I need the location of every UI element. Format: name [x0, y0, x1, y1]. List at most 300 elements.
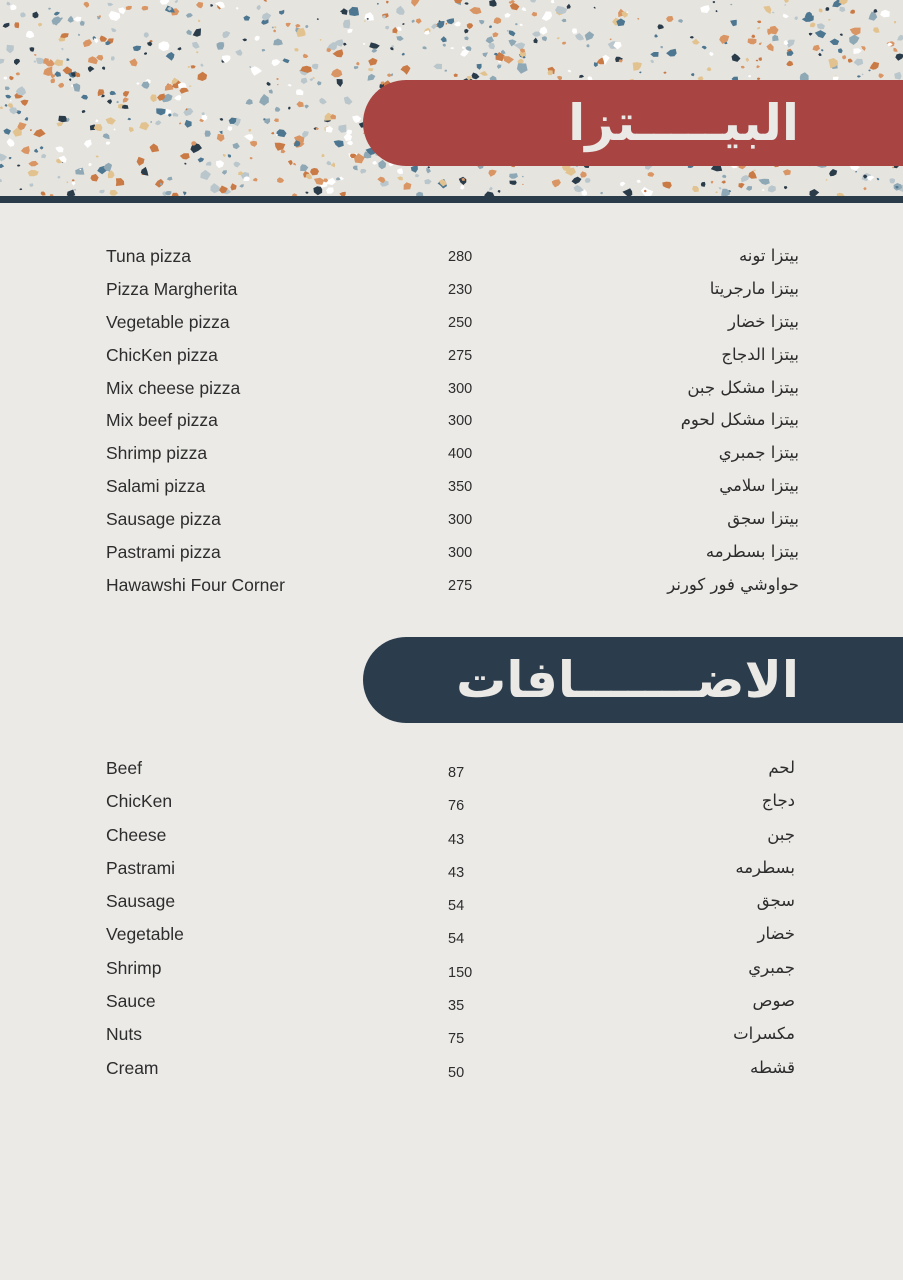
terrazzo-chip: [809, 189, 819, 196]
terrazzo-chip: [343, 19, 350, 28]
terrazzo-chip: [233, 143, 240, 150]
terrazzo-chip: [102, 66, 105, 70]
terrazzo-chip: [50, 78, 55, 83]
terrazzo-chip: [4, 77, 8, 80]
pizza-menu-row: [0, 505, 903, 538]
terrazzo-chip: [67, 58, 70, 61]
terrazzo-chip: [874, 9, 878, 13]
terrazzo-chip: [109, 11, 121, 21]
terrazzo-chip: [0, 59, 5, 64]
terrazzo-chip: [869, 12, 878, 21]
terrazzo-chip: [3, 128, 11, 134]
terrazzo-chip: [894, 72, 901, 80]
terrazzo-chip: [580, 171, 587, 177]
terrazzo-chip: [107, 3, 113, 6]
terrazzo-chip: [648, 172, 655, 177]
terrazzo-chip: [338, 125, 346, 133]
terrazzo-chip: [41, 154, 46, 159]
item-name-ar: سجق: [756, 891, 795, 911]
terrazzo-chip: [469, 7, 481, 14]
terrazzo-chip: [443, 44, 446, 47]
terrazzo-chip: [61, 48, 63, 51]
terrazzo-chip: [174, 95, 181, 100]
addons-section-banner: [363, 637, 903, 723]
terrazzo-chip: [424, 179, 431, 184]
terrazzo-chip: [426, 168, 431, 174]
terrazzo-chip: [610, 39, 612, 41]
terrazzo-chip: [53, 59, 63, 66]
terrazzo-chip: [857, 75, 861, 77]
terrazzo-chip: [259, 94, 269, 106]
terrazzo-chip: [494, 17, 502, 24]
terrazzo-chip: [758, 179, 770, 185]
terrazzo-chip: [16, 72, 20, 75]
terrazzo-chip: [108, 170, 115, 178]
item-name-en: Shrimp: [106, 957, 162, 978]
terrazzo-chip: [205, 130, 211, 136]
terrazzo-chip: [67, 181, 69, 183]
terrazzo-chip: [73, 83, 81, 92]
terrazzo-chip: [626, 11, 628, 13]
terrazzo-chip: [269, 89, 273, 93]
terrazzo-chip: [572, 177, 582, 185]
terrazzo-chip: [14, 22, 19, 28]
item-name-en: ChicKen pizza: [106, 344, 218, 365]
terrazzo-chip: [719, 35, 729, 44]
terrazzo-chip: [253, 178, 258, 182]
terrazzo-chip: [173, 112, 179, 116]
item-price: 300: [448, 380, 473, 397]
terrazzo-chip: [784, 0, 789, 3]
item-name-ar: لحم: [768, 758, 795, 777]
terrazzo-chip: [893, 48, 897, 52]
terrazzo-chip: [80, 21, 85, 26]
terrazzo-chip: [454, 21, 461, 26]
terrazzo-chip: [192, 42, 200, 49]
terrazzo-chip: [300, 164, 308, 171]
terrazzo-chip: [783, 14, 789, 19]
terrazzo-chip: [272, 59, 281, 66]
terrazzo-chip: [738, 183, 744, 188]
terrazzo-chip: [10, 4, 16, 10]
terrazzo-chip: [156, 108, 166, 115]
terrazzo-chip: [715, 191, 718, 193]
terrazzo-chip: [709, 52, 713, 56]
terrazzo-chip: [116, 178, 124, 186]
terrazzo-chip: [179, 122, 181, 124]
terrazzo-chip: [561, 19, 566, 22]
terrazzo-chip: [489, 0, 496, 7]
terrazzo-chip: [99, 190, 104, 194]
terrazzo-chip: [314, 178, 324, 185]
terrazzo-chip: [433, 64, 442, 70]
terrazzo-chip: [279, 10, 284, 15]
terrazzo-chip: [177, 47, 181, 50]
terrazzo-chip: [222, 31, 230, 38]
terrazzo-chip: [568, 70, 572, 73]
item-name-en: Cheese: [106, 824, 167, 845]
terrazzo-chip: [326, 187, 334, 193]
terrazzo-chip: [96, 156, 99, 158]
terrazzo-chip: [88, 163, 92, 166]
terrazzo-chip: [262, 49, 266, 52]
terrazzo-chip: [54, 12, 60, 16]
terrazzo-chip: [356, 62, 360, 66]
terrazzo-chip: [34, 149, 38, 153]
terrazzo-chip: [472, 73, 480, 80]
terrazzo-chip: [34, 60, 36, 63]
terrazzo-chip: [264, 0, 267, 2]
terrazzo-chip: [288, 107, 291, 110]
terrazzo-chip: [390, 47, 394, 50]
terrazzo-chip: [52, 16, 63, 24]
addon-menu-row: [0, 821, 903, 854]
item-name-ar: جمبري: [748, 957, 795, 977]
terrazzo-chip: [219, 131, 223, 134]
item-name-ar: حواوشي فور كورنر: [667, 574, 799, 594]
terrazzo-chip: [28, 170, 39, 176]
terrazzo-chip: [310, 168, 319, 175]
terrazzo-chip: [809, 33, 813, 36]
item-price: 400: [448, 446, 473, 463]
terrazzo-chip: [386, 1, 389, 4]
terrazzo-chip: [641, 187, 653, 196]
terrazzo-chip: [167, 177, 173, 181]
terrazzo-chip: [854, 59, 864, 66]
terrazzo-chip: [159, 41, 170, 51]
terrazzo-chip: [294, 48, 298, 51]
terrazzo-chip: [185, 120, 192, 128]
terrazzo-chip: [33, 129, 45, 137]
terrazzo-chip: [757, 21, 761, 24]
terrazzo-chip: [557, 37, 560, 39]
terrazzo-chip: [293, 163, 296, 166]
terrazzo-chip: [819, 8, 823, 12]
terrazzo-chip: [286, 23, 291, 28]
item-name-en: Sausage: [106, 891, 176, 912]
terrazzo-chip: [141, 81, 149, 89]
terrazzo-chip: [666, 49, 677, 57]
terrazzo-chip: [217, 42, 225, 50]
item-price: 230: [448, 281, 473, 298]
terrazzo-chip: [75, 168, 84, 175]
terrazzo-chip: [3, 23, 10, 28]
terrazzo-chip: [364, 12, 374, 21]
terrazzo-chip: [9, 157, 12, 159]
item-name-ar: بيتزا الدجاج: [721, 344, 799, 364]
terrazzo-chip: [322, 154, 325, 158]
terrazzo-chip: [220, 118, 224, 121]
terrazzo-chip: [137, 157, 145, 166]
item-name-en: Cream: [106, 1057, 159, 1078]
terrazzo-chip: [354, 66, 359, 69]
terrazzo-chip: [58, 83, 64, 88]
terrazzo-chip: [663, 72, 666, 74]
terrazzo-chip: [402, 53, 405, 56]
item-name-ar: بيتزا تونه: [738, 246, 799, 265]
terrazzo-chip: [446, 18, 454, 24]
terrazzo-chip: [364, 20, 366, 21]
terrazzo-chip: [716, 10, 718, 12]
terrazzo-chip: [585, 31, 595, 41]
item-price: 150: [448, 964, 473, 981]
terrazzo-chip: [239, 184, 244, 188]
terrazzo-chip: [402, 23, 404, 25]
item-name-en: Mix beef pizza: [106, 410, 218, 431]
terrazzo-chip: [622, 188, 632, 196]
terrazzo-chip: [144, 52, 147, 55]
terrazzo-chip: [794, 16, 798, 20]
terrazzo-chip: [301, 78, 308, 85]
terrazzo-chip: [692, 39, 700, 45]
terrazzo-chip: [276, 78, 278, 80]
terrazzo-chip: [5, 95, 11, 99]
terrazzo-chip: [331, 162, 336, 167]
terrazzo-chip: [730, 20, 737, 27]
terrazzo-chip: [619, 59, 623, 62]
terrazzo-chip: [722, 175, 726, 178]
terrazzo-chip: [331, 69, 342, 78]
terrazzo-chip: [90, 174, 98, 182]
terrazzo-chip: [244, 134, 253, 141]
terrazzo-chip: [136, 82, 139, 84]
terrazzo-chip: [186, 30, 192, 36]
pizza-menu-row: [0, 242, 903, 275]
terrazzo-chip: [43, 67, 53, 76]
terrazzo-chip: [867, 176, 874, 181]
terrazzo-chip: [30, 183, 34, 187]
terrazzo-chip: [707, 67, 712, 71]
terrazzo-chip: [34, 54, 37, 56]
terrazzo-chip: [840, 34, 843, 37]
terrazzo-chip: [637, 180, 641, 183]
terrazzo-chip: [894, 21, 896, 24]
terrazzo-chip: [33, 12, 39, 19]
item-price: 300: [448, 413, 473, 430]
item-price: 75: [448, 1031, 465, 1048]
terrazzo-chip: [813, 45, 821, 51]
terrazzo-chip: [266, 82, 270, 86]
pizza-menu-row: [0, 341, 903, 374]
terrazzo-chip: [210, 4, 213, 7]
terrazzo-chip: [732, 54, 741, 62]
item-name-en: Sausage pizza: [106, 509, 221, 530]
terrazzo-chip: [719, 187, 722, 189]
terrazzo-chip: [215, 2, 225, 9]
item-name-en: Shrimp pizza: [106, 443, 208, 464]
terrazzo-chip: [250, 141, 257, 147]
terrazzo-chip: [287, 84, 291, 87]
terrazzo-chip: [873, 27, 879, 33]
terrazzo-chip: [175, 0, 178, 3]
terrazzo-chip: [522, 176, 524, 178]
terrazzo-chip: [850, 28, 861, 36]
terrazzo-chip: [72, 179, 75, 181]
terrazzo-chip: [594, 62, 598, 67]
item-name-ar: دجاج: [761, 791, 795, 811]
terrazzo-chip: [236, 7, 238, 10]
terrazzo-chip: [184, 163, 186, 165]
terrazzo-chip: [230, 183, 236, 190]
terrazzo-chip: [522, 184, 524, 185]
terrazzo-chip: [877, 178, 879, 181]
terrazzo-chip: [404, 182, 412, 189]
terrazzo-chip: [353, 166, 358, 171]
terrazzo-chip: [296, 89, 304, 95]
terrazzo-chip: [228, 154, 231, 157]
item-name-ar: بيتزا بسطرمه: [705, 542, 799, 562]
terrazzo-chip: [274, 26, 276, 28]
terrazzo-chip: [515, 23, 518, 25]
terrazzo-chip: [283, 58, 290, 63]
terrazzo-chip: [72, 182, 76, 186]
terrazzo-chip: [746, 58, 749, 62]
terrazzo-chip: [488, 170, 496, 177]
terrazzo-chip: [206, 162, 212, 166]
item-name-en: Pastrami: [106, 857, 176, 878]
terrazzo-chip: [312, 64, 319, 70]
terrazzo-chip: [317, 81, 322, 86]
terrazzo-chip: [547, 70, 552, 75]
item-name-en: Sauce: [106, 991, 156, 1012]
terrazzo-chip: [0, 106, 3, 109]
terrazzo-chip: [222, 170, 227, 174]
terrazzo-chip: [73, 17, 81, 22]
terrazzo-chip: [78, 34, 80, 36]
terrazzo-chip: [519, 24, 522, 26]
terrazzo-chip: [815, 30, 826, 38]
terrazzo-chip: [748, 75, 751, 78]
terrazzo-chip: [477, 64, 482, 70]
terrazzo-chip: [210, 183, 220, 193]
terrazzo-chip: [198, 157, 205, 162]
terrazzo-chip: [180, 153, 190, 159]
terrazzo-chip: [412, 20, 416, 23]
terrazzo-chip: [509, 30, 516, 36]
item-price: 350: [448, 479, 473, 496]
terrazzo-chip: [826, 7, 830, 11]
item-name-en: Vegetable: [106, 924, 184, 945]
terrazzo-chip: [272, 27, 274, 29]
terrazzo-chip: [6, 45, 14, 54]
terrazzo-chip: [757, 27, 760, 30]
addon-menu-row: [0, 987, 903, 1020]
terrazzo-chip: [306, 192, 309, 194]
terrazzo-chip: [262, 13, 272, 21]
terrazzo-chip: [721, 189, 730, 196]
terrazzo-chip: [288, 160, 293, 166]
item-name-en: Tuna pizza: [106, 246, 191, 266]
terrazzo-chip: [467, 23, 473, 29]
terrazzo-chip: [82, 110, 86, 113]
terrazzo-chip: [890, 178, 895, 183]
terrazzo-chip: [333, 49, 344, 57]
terrazzo-chip: [189, 85, 192, 87]
terrazzo-chip: [415, 174, 419, 177]
terrazzo-chip: [281, 149, 286, 153]
terrazzo-chip: [579, 75, 584, 78]
terrazzo-chip: [542, 36, 547, 41]
terrazzo-chip: [772, 35, 779, 41]
terrazzo-chip: [509, 173, 518, 179]
terrazzo-chip: [274, 118, 279, 122]
pizza-menu-row: [0, 406, 903, 439]
terrazzo-chip: [691, 73, 695, 76]
terrazzo-chip: [692, 186, 699, 192]
terrazzo-chip: [7, 138, 15, 147]
terrazzo-chip: [721, 181, 726, 184]
terrazzo-chip: [826, 179, 828, 181]
terrazzo-chip: [772, 12, 775, 14]
pizza-menu-row: [0, 472, 903, 505]
terrazzo-chip: [657, 24, 663, 29]
terrazzo-chip: [319, 98, 327, 105]
terrazzo-chip: [160, 0, 170, 5]
item-name-ar: بيتزا سلامي: [719, 476, 799, 496]
terrazzo-chip: [368, 68, 373, 71]
terrazzo-chip: [763, 6, 771, 14]
terrazzo-chip: [242, 38, 247, 41]
terrazzo-chip: [74, 189, 76, 190]
terrazzo-chip: [848, 59, 853, 63]
terrazzo-chip: [600, 192, 602, 194]
terrazzo-chip: [690, 36, 694, 38]
terrazzo-chip: [273, 29, 276, 32]
item-name-en: Mix cheese pizza: [106, 377, 241, 398]
terrazzo-chip: [271, 132, 274, 135]
terrazzo-chip: [678, 19, 683, 23]
terrazzo-chip: [275, 107, 281, 112]
terrazzo-chip: [701, 182, 706, 187]
terrazzo-chip: [416, 18, 422, 24]
terrazzo-chip: [111, 56, 115, 61]
terrazzo-chip: [821, 49, 824, 51]
terrazzo-chip: [223, 154, 226, 157]
addon-menu-row: [0, 787, 903, 820]
terrazzo-chip: [879, 73, 885, 78]
terrazzo-chip: [396, 36, 404, 41]
terrazzo-chip: [0, 164, 4, 168]
terrazzo-chip: [255, 36, 260, 41]
terrazzo-chip: [360, 169, 366, 174]
addon-menu-row: [0, 1054, 903, 1087]
terrazzo-chip: [650, 52, 658, 57]
terrazzo-chip: [507, 30, 509, 32]
terrazzo-chip: [522, 7, 527, 11]
terrazzo-chip: [196, 2, 203, 8]
terrazzo-chip: [517, 59, 523, 64]
terrazzo-chip: [498, 190, 501, 193]
terrazzo-chip: [55, 147, 63, 153]
terrazzo-chip: [106, 142, 110, 145]
terrazzo-chip: [349, 7, 359, 16]
terrazzo-chip: [9, 76, 13, 80]
terrazzo-chip: [155, 179, 164, 188]
terrazzo-chip: [36, 58, 44, 64]
terrazzo-chip: [639, 72, 642, 74]
item-name-ar: قشطه: [750, 1057, 795, 1077]
addon-menu-row: [0, 854, 903, 887]
pizza-menu-row: [0, 571, 903, 604]
addon-menu-row: [0, 887, 903, 920]
terrazzo-chip: [250, 157, 253, 159]
terrazzo-chip: [897, 35, 903, 41]
terrazzo-chip: [509, 181, 516, 185]
terrazzo-chip: [347, 141, 353, 146]
terrazzo-chip: [503, 56, 514, 64]
terrazzo-chip: [84, 139, 92, 148]
terrazzo-chip: [235, 49, 242, 56]
